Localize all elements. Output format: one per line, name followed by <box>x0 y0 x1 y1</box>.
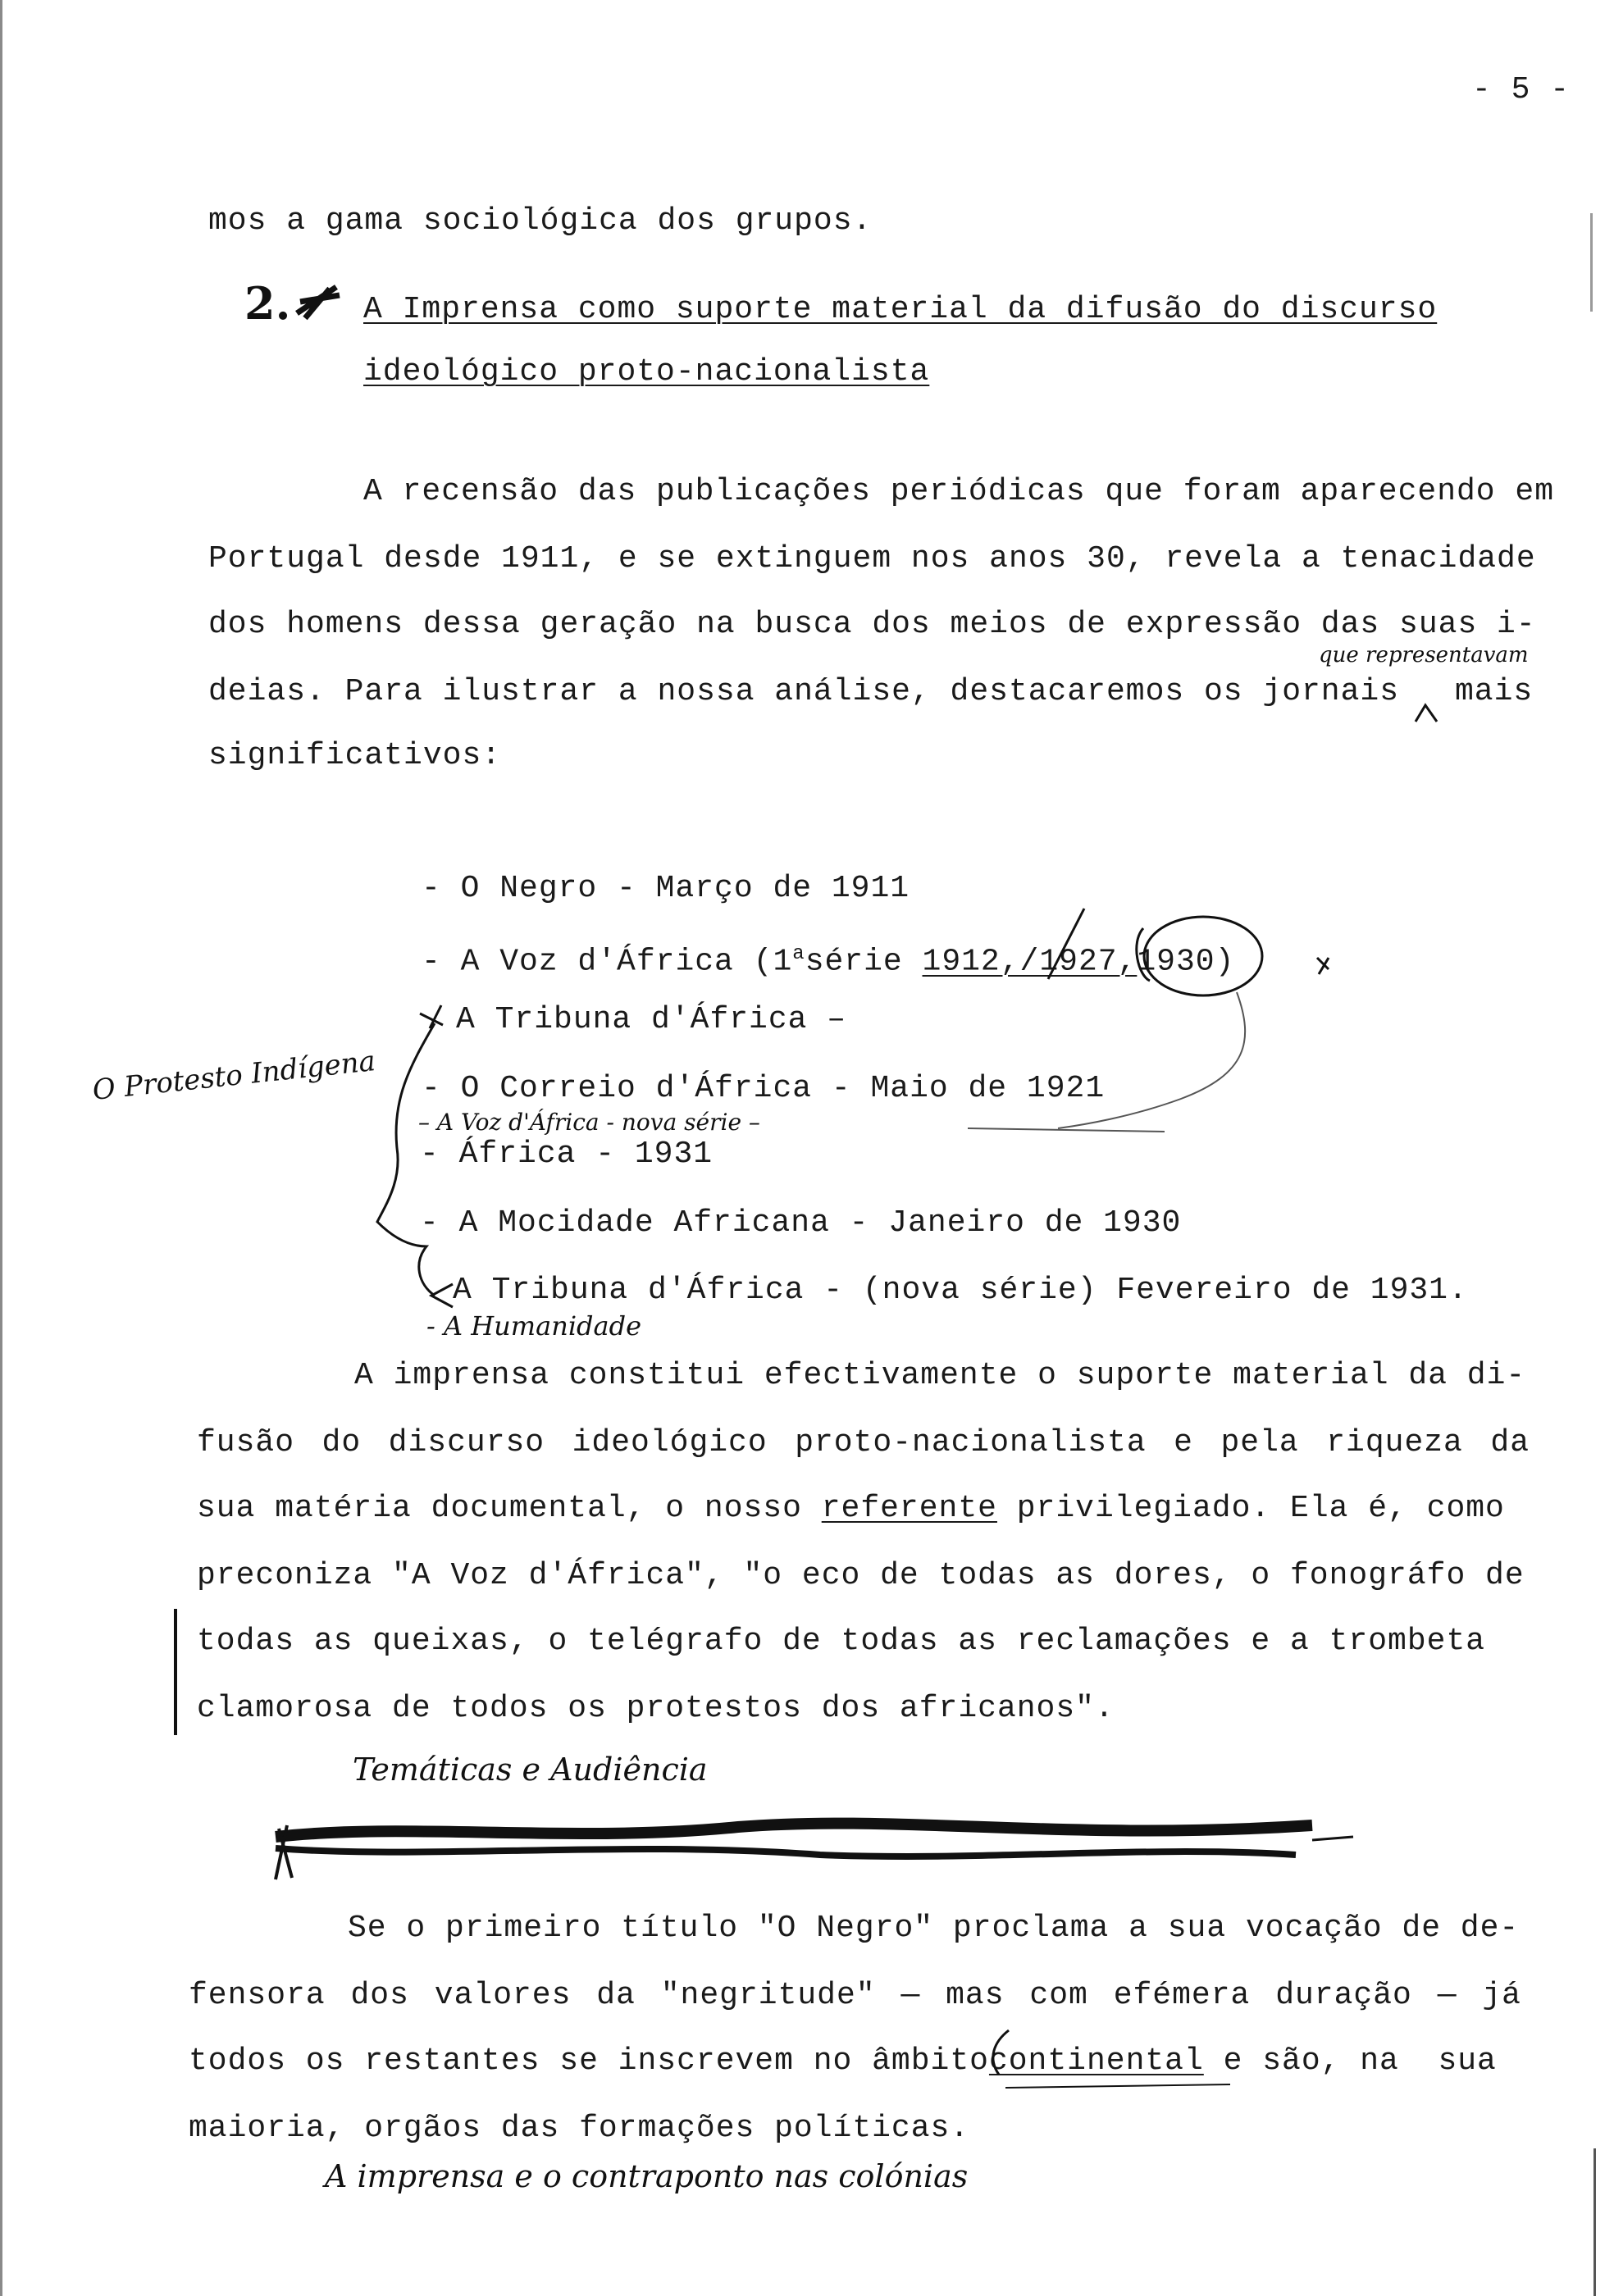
p3-line4: maioria, orgãos das formações políticas. <box>189 2111 970 2146</box>
list-item-correio: - O Correio d'África - Maio de 1921 <box>422 1071 1106 1106</box>
scan-left-edge <box>0 0 2 2296</box>
list-item-tribuna-nova: A Tribuna d'África - (nova série) Fevereiro de 1931. <box>453 1273 1468 1308</box>
p3-line3: todos os restantes se inscrevem no âmbitocontinental e são, na sua <box>189 2043 1497 2079</box>
list-item-mocidade: - A Mocidade Africana - Janeiro de 1930 <box>420 1205 1182 1241</box>
section-number-scribble <box>297 287 340 318</box>
list-item-tribuna: A Tribuna d'África – <box>456 1002 847 1037</box>
move-arrow <box>1058 992 1245 1128</box>
p1-line1: A recensão das publicações periódicas que foram aparecendo em <box>363 474 1555 509</box>
p2-line6: clamorosa de todos os protestos dos africanos". <box>197 1691 1115 1726</box>
handwritten-between-lines: – A Voz d'África - nova série – <box>418 1109 760 1136</box>
struck-out-text <box>276 1824 1312 1837</box>
move-arrow-tail <box>968 1128 1165 1132</box>
section-number-mark: 2. <box>244 277 291 330</box>
list-item-o-negro: - O Negro - Março de 1911 <box>422 871 910 906</box>
handwritten-heading-note: Temáticas e Audiência <box>353 1752 708 1788</box>
p1-line2: Portugal desde 1911, e se extinguem nos anos 30, revela a tenacidade <box>208 541 1536 576</box>
p1-line4: deias. Para ilustrar a nossa análise, destacaremos os jornais <box>208 674 1400 709</box>
p3-line1: Se o primeiro título "O Negro" proclama a sua vocação de de- <box>348 1911 1520 1946</box>
struck-out-tail <box>1312 1837 1353 1840</box>
struck-out-text-2 <box>276 1848 1296 1856</box>
handwritten-insert-above-jornais: que representavam <box>1319 643 1529 667</box>
p3-line2: fensora dos valores da "negritude" — mas com efémera duração — já <box>189 1978 1521 2013</box>
intro-line: mos a gama sociológica dos grupos. <box>208 203 873 239</box>
margin-check-mark <box>1317 958 1329 974</box>
struck-out-mark <box>276 1825 292 1879</box>
handwritten-side-note: O Protesto Indígena <box>90 1045 377 1107</box>
p1-line4-end: mais <box>1455 674 1534 709</box>
handwritten-below-list: - A Humanidade <box>426 1310 642 1342</box>
p2-line4: preconiza "A Voz d'África", "o eco de todas as dores, o fonográfo de <box>197 1558 1525 1593</box>
p2-line1: A imprensa constitui efectivamente o suporte material da di- <box>354 1358 1526 1393</box>
p2-line3: sua matéria documental, o nosso referente privilegiado. Ela é, como <box>197 1491 1505 1526</box>
p2-line2: fusão do discurso ideológico proto-nacionalista e pela riqueza da <box>197 1425 1530 1460</box>
handwritten-bottom-note: A imprensa e o contraponto nas colónias <box>325 2158 969 2194</box>
p1-line5: significativos: <box>208 738 502 773</box>
p2-line5: todas as queixas, o telégrafo de todas as reclamações e a trombeta <box>197 1624 1486 1659</box>
insert-caret <box>1416 705 1437 722</box>
scan-right-mark <box>1590 213 1593 312</box>
list-item-africa: - África - 1931 <box>420 1137 714 1172</box>
continental-underline <box>1005 2084 1230 2088</box>
p1-line3: dos homens dessa geração na busca dos meios de expressão das suas i- <box>208 607 1536 642</box>
list-item-voz-africa: - A Voz d'África (1$^a$série 1912,/1927,1930) <box>422 943 1235 980</box>
tribuna-nova-arrow <box>431 1284 453 1307</box>
scan-right-edge <box>1593 2148 1596 2296</box>
tribuna-mark <box>420 1005 443 1028</box>
page-number: - 5 - <box>1472 72 1571 107</box>
section-title-line1: A Imprensa como suporte material da difusão do discurso <box>363 292 1438 327</box>
section-title-line2: ideológico proto-nacionalista <box>363 354 930 390</box>
